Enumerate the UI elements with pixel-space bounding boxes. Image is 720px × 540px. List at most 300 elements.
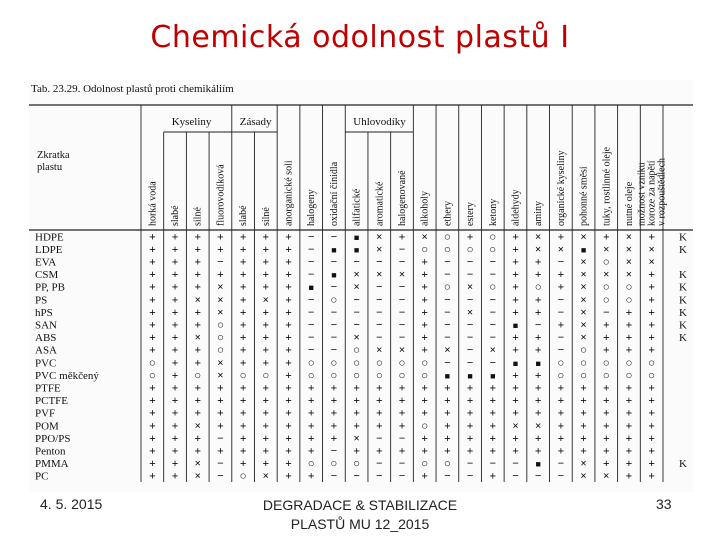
resistance-symbol: ○ [602, 256, 610, 269]
resistance-symbol: − [398, 281, 406, 294]
resistance-symbol: + [262, 420, 270, 433]
resistance-symbol: + [171, 256, 179, 269]
resistance-symbol: + [625, 332, 633, 345]
resistance-symbol: − [330, 306, 338, 319]
corrosion-mark: K [679, 243, 687, 256]
resistance-symbol: × [489, 344, 497, 357]
resistance-symbol: + [262, 269, 270, 282]
resistance-symbol: − [489, 332, 497, 345]
resistance-symbol: − [444, 306, 451, 319]
resistance-symbol: − [557, 470, 565, 483]
row-label: PVC měkčený [35, 369, 99, 382]
resistance-symbol: + [262, 458, 270, 471]
resistance-symbol: − [330, 231, 338, 244]
resistance-symbol: ■ [535, 358, 541, 369]
resistance-symbol: ○ [489, 231, 497, 244]
resistance-symbol: × [602, 269, 610, 282]
resistance-symbol: ○ [353, 357, 361, 370]
resistance-symbol: + [285, 306, 292, 319]
resistance-symbol: + [285, 357, 292, 370]
resistance-symbol: ■ [467, 370, 473, 381]
resistance-symbol: + [398, 420, 406, 433]
resistance-symbol: + [602, 332, 610, 345]
resistance-symbol: ○ [375, 357, 383, 370]
scanned-table-image [29, 80, 693, 492]
resistance-symbol: + [217, 407, 224, 420]
resistance-symbol: + [149, 407, 156, 420]
resistance-symbol: × [217, 306, 224, 319]
resistance-symbol: + [557, 281, 565, 294]
resistance-symbol: × [421, 231, 428, 244]
resistance-symbol: + [194, 231, 202, 244]
resistance-symbol: ○ [398, 369, 406, 382]
resistance-symbol: + [262, 319, 270, 332]
resistance-symbol: − [512, 470, 519, 483]
resistance-symbol: + [239, 319, 247, 332]
column-label: slabé [170, 205, 182, 226]
resistance-symbol: + [489, 395, 497, 408]
column-label: pohonné směsi [578, 166, 590, 226]
resistance-symbol: × [602, 243, 610, 256]
resistance-symbol: + [512, 294, 519, 307]
resistance-symbol: + [398, 407, 406, 420]
row-label: Penton [35, 445, 66, 458]
resistance-symbol: + [239, 395, 247, 408]
resistance-symbol: × [376, 231, 383, 244]
resistance-symbol: − [466, 357, 474, 370]
resistance-symbol: − [353, 294, 360, 307]
row-label: PCTFE [35, 395, 69, 408]
resistance-symbol: + [217, 382, 224, 395]
resistance-symbol: − [489, 357, 497, 370]
resistance-symbol: + [421, 332, 428, 345]
resistance-symbol: ■ [580, 244, 587, 255]
resistance-symbol: + [489, 407, 497, 420]
resistance-symbol: + [239, 382, 247, 395]
resistance-symbol: + [171, 306, 179, 319]
resistance-symbol: + [489, 382, 497, 395]
resistance-symbol: ■ [444, 370, 451, 381]
resistance-symbol: − [557, 458, 565, 471]
resistance-symbol: + [285, 420, 292, 433]
resistance-symbol: + [353, 382, 360, 395]
resistance-symbol: ○ [307, 357, 315, 370]
resistance-symbol: + [194, 382, 202, 395]
abbrev-header-line-1: plastu [37, 162, 63, 173]
resistance-symbol: − [307, 332, 315, 345]
resistance-symbol: + [557, 445, 565, 458]
resistance-symbol: + [262, 395, 270, 408]
resistance-symbol: ○ [648, 357, 656, 370]
resistance-symbol: + [285, 294, 292, 307]
resistance-symbol: + [194, 357, 202, 370]
row-label: PTFE [35, 382, 61, 395]
resistance-symbol: + [512, 382, 519, 395]
resistance-symbol: × [602, 470, 610, 483]
resistance-symbol: + [625, 407, 633, 420]
resistance-symbol: − [353, 470, 360, 483]
resistance-symbol: + [602, 231, 610, 244]
resistance-symbol: − [307, 231, 315, 244]
column-label: tuky, rostlinné oleje [601, 146, 613, 226]
row-label: PPO/PS [35, 432, 71, 445]
resistance-symbol: + [466, 407, 474, 420]
resistance-symbol: × [625, 269, 633, 282]
resistance-symbol: − [444, 357, 451, 370]
resistance-symbol: + [149, 281, 156, 294]
resistance-symbol: × [376, 243, 383, 256]
resistance-symbol: − [466, 458, 474, 471]
resistance-symbol: + [149, 432, 156, 445]
row-label: ASA [35, 344, 58, 357]
resistance-symbol: − [330, 281, 338, 294]
resistance-symbol: + [648, 332, 655, 345]
column-label: aldehydy [510, 189, 522, 226]
resistance-symbol: + [602, 458, 610, 471]
resistance-symbol: ○ [648, 369, 656, 382]
resistance-symbol: + [421, 382, 428, 395]
resistance-symbol: − [534, 470, 542, 483]
resistance-symbol: − [353, 306, 360, 319]
resistance-symbol: + [648, 269, 655, 282]
resistance-symbol: ■ [512, 358, 519, 369]
resistance-symbol: + [262, 357, 270, 370]
resistance-symbol: + [648, 470, 655, 483]
resistance-symbol: × [580, 458, 587, 471]
resistance-symbol: ○ [148, 357, 156, 370]
resistance-symbol: × [580, 256, 587, 269]
resistance-symbol: + [239, 231, 247, 244]
resistance-symbol: ○ [353, 344, 361, 357]
resistance-symbol: ○ [625, 294, 633, 307]
resistance-symbol: − [307, 243, 315, 256]
resistance-symbol: + [648, 432, 655, 445]
resistance-symbol: + [217, 395, 224, 408]
resistance-symbol: + [602, 445, 610, 458]
resistance-symbol: + [512, 369, 519, 382]
resistance-symbol: ○ [330, 357, 338, 370]
row-label: LDPE [35, 243, 63, 256]
resistance-symbol: + [648, 231, 655, 244]
resistance-symbol: + [285, 395, 292, 408]
resistance-symbol: + [466, 445, 474, 458]
row-label: POM [35, 420, 59, 433]
page-number: 33 [656, 496, 672, 512]
resistance-symbol: + [149, 306, 156, 319]
resistance-symbol: ■ [490, 370, 496, 381]
corrosion-mark: K [679, 306, 687, 319]
resistance-symbol: + [421, 269, 428, 282]
resistance-symbol: + [171, 332, 179, 345]
column-label: ketony [487, 198, 499, 226]
resistance-symbol: + [376, 382, 383, 395]
resistance-symbol: + [171, 243, 179, 256]
resistance-symbol: + [534, 432, 542, 445]
resistance-symbol: − [398, 294, 406, 307]
resistance-symbol: × [194, 470, 202, 483]
resistance-symbol: − [534, 319, 542, 332]
resistance-symbol: ○ [421, 357, 429, 370]
resistance-symbol: + [648, 458, 655, 471]
resistance-symbol: + [194, 432, 202, 445]
resistance-symbol: − [444, 256, 451, 269]
resistance-symbol: ○ [625, 281, 633, 294]
resistance-symbol: + [398, 382, 406, 395]
resistance-symbol: + [648, 344, 655, 357]
resistance-symbol: × [534, 420, 542, 433]
resistance-symbol: + [444, 407, 451, 420]
row-label: hPS [35, 306, 53, 319]
resistance-symbol: + [171, 420, 179, 433]
resistance-symbol: − [398, 243, 406, 256]
resistance-symbol: + [217, 269, 224, 282]
resistance-symbol: + [285, 458, 292, 471]
row-label: PC [35, 470, 49, 483]
resistance-symbol: − [557, 344, 565, 357]
resistance-symbol: + [285, 445, 292, 458]
resistance-symbol: ○ [353, 369, 361, 382]
resistance-symbol: + [239, 407, 247, 420]
resistance-symbol: + [285, 269, 292, 282]
resistance-symbol: + [239, 432, 247, 445]
column-label: alkoholy [419, 191, 431, 226]
corrosion-mark: K [679, 269, 687, 282]
resistance-symbol: + [217, 243, 224, 256]
resistance-symbol: + [512, 306, 519, 319]
resistance-symbol: ○ [534, 281, 542, 294]
resistance-symbol: + [421, 256, 428, 269]
resistance-symbol: + [557, 319, 565, 332]
resistance-symbol: + [444, 382, 451, 395]
resistance-symbol: ○ [580, 357, 588, 370]
resistance-symbol: + [466, 231, 474, 244]
resistance-symbol: ■ [308, 282, 314, 293]
resistance-symbol: − [466, 470, 474, 483]
resistance-symbol: + [171, 432, 179, 445]
corrosion-mark: K [679, 332, 687, 345]
resistance-symbol: ○ [353, 458, 361, 471]
slide-title: Chemická odolnost plastů I [150, 20, 570, 55]
resistance-symbol: − [466, 344, 474, 357]
resistance-symbol: + [444, 395, 451, 408]
resistance-symbol: ○ [557, 369, 565, 382]
resistance-symbol: × [466, 306, 474, 319]
resistance-symbol: + [534, 269, 542, 282]
resistance-symbol: ○ [330, 294, 338, 307]
column-label: silné [260, 207, 272, 226]
resistance-symbol: ○ [443, 458, 451, 471]
row-label: PP, PB [35, 281, 65, 294]
resistance-symbol: ○ [216, 319, 224, 332]
resistance-symbol: + [421, 407, 428, 420]
resistance-symbol: − [489, 294, 497, 307]
resistance-symbol: + [534, 256, 542, 269]
resistance-symbol: − [489, 256, 497, 269]
resistance-symbol: ○ [489, 281, 497, 294]
resistance-symbol: + [239, 243, 247, 256]
resistance-symbol: + [285, 407, 292, 420]
resistance-symbol: × [398, 344, 406, 357]
resistance-symbol: × [398, 269, 406, 282]
resistance-symbol: + [648, 306, 655, 319]
column-label: halogenované [397, 170, 408, 226]
resistance-symbol: × [217, 369, 224, 382]
resistance-symbol: + [421, 445, 428, 458]
resistance-symbol: + [625, 445, 633, 458]
corrosion-mark: K [679, 458, 687, 471]
resistance-symbol: + [421, 281, 428, 294]
resistance-symbol: + [648, 407, 655, 420]
resistance-symbol: + [194, 256, 202, 269]
resistance-symbol: + [466, 382, 474, 395]
resistance-symbol: + [307, 382, 315, 395]
resistance-symbol: ○ [580, 344, 588, 357]
resistance-symbol: − [330, 332, 338, 345]
resistance-symbol: + [466, 395, 474, 408]
resistance-symbol: + [376, 395, 383, 408]
resistance-symbol: − [307, 319, 315, 332]
resistance-symbol: + [285, 332, 292, 345]
resistance-symbol: + [285, 319, 292, 332]
resistance-symbol: + [262, 243, 270, 256]
column-label: fluorovodíková [215, 164, 227, 226]
resistance-symbol: + [171, 369, 179, 382]
resistance-symbol: + [648, 319, 655, 332]
resistance-symbol: + [444, 420, 451, 433]
resistance-symbol: + [534, 407, 542, 420]
resistance-symbol: + [602, 395, 610, 408]
resistance-symbol: + [194, 407, 202, 420]
resistance-symbol: + [580, 420, 587, 433]
resistance-symbol: + [512, 407, 519, 420]
resistance-symbol: ○ [466, 243, 474, 256]
resistance-symbol: − [466, 269, 474, 282]
resistance-symbol: × [580, 281, 587, 294]
resistance-symbol: + [376, 445, 383, 458]
resistance-symbol: − [398, 458, 406, 471]
resistance-symbol: + [625, 319, 633, 332]
footer-line-1: DEGRADACE & STABILIZACE [262, 497, 458, 513]
resistance-symbol: − [376, 332, 383, 345]
resistance-symbol: × [353, 332, 360, 345]
resistance-symbol: + [262, 445, 270, 458]
resistance-symbol: + [262, 344, 270, 357]
resistance-symbol: ○ [443, 281, 451, 294]
resistance-symbol: − [489, 269, 497, 282]
resistance-symbol: + [239, 294, 247, 307]
resistance-symbol: + [330, 395, 338, 408]
resistance-symbol: + [648, 382, 655, 395]
resistance-symbol: + [171, 281, 179, 294]
resistance-symbol: − [398, 319, 406, 332]
resistance-symbol: × [512, 420, 519, 433]
resistance-symbol: + [625, 432, 633, 445]
resistance-symbol: + [171, 458, 179, 471]
resistance-symbol: + [194, 243, 202, 256]
resistance-symbol: + [557, 407, 565, 420]
resistance-symbol: × [194, 332, 202, 345]
resistance-symbol: + [262, 332, 270, 345]
row-label: PVF [35, 407, 56, 420]
resistance-symbol: + [421, 470, 428, 483]
resistance-symbol: × [217, 281, 224, 294]
resistance-symbol: + [262, 306, 270, 319]
resistance-symbol: − [353, 319, 360, 332]
row-label: PVC [35, 357, 57, 370]
resistance-symbol: − [557, 256, 565, 269]
column-label: halogeny [306, 189, 318, 226]
resistance-symbol: + [625, 382, 633, 395]
resistance-symbol: − [376, 470, 383, 483]
resistance-symbol: + [171, 344, 179, 357]
resistance-symbol: × [444, 344, 451, 357]
group-label-0: Kyseliny [171, 116, 212, 128]
resistance-symbol: − [489, 458, 497, 471]
resistance-symbol: + [421, 294, 428, 307]
resistance-symbol: + [217, 445, 224, 458]
resistance-symbol: × [262, 294, 270, 307]
resistance-symbol: + [376, 407, 383, 420]
row-label: HDPE [35, 231, 64, 244]
resistance-symbol: − [466, 332, 474, 345]
resistance-symbol: + [285, 470, 292, 483]
resistance-symbol: + [512, 256, 519, 269]
resistance-symbol: + [512, 243, 519, 256]
row-label: PMMA [35, 458, 69, 471]
resistance-symbol: + [307, 395, 315, 408]
resistance-symbol: + [285, 369, 292, 382]
resistance-symbol: + [602, 344, 610, 357]
resistance-symbol: ○ [602, 281, 610, 294]
resistance-symbol: + [580, 407, 587, 420]
resistance-symbol: − [330, 319, 338, 332]
resistance-symbol: + [489, 470, 497, 483]
resistance-symbol: + [149, 231, 156, 244]
resistance-symbol: + [307, 470, 315, 483]
resistance-symbol: − [466, 256, 474, 269]
resistance-symbol: + [171, 319, 179, 332]
resistance-symbol: − [307, 256, 315, 269]
column-label: oxidační činidla [328, 161, 340, 226]
table-caption: Tab. 23.29. Odolnost plastů proti chemikáliím [31, 83, 234, 95]
resistance-symbol: + [194, 306, 202, 319]
resistance-symbol: ○ [307, 458, 315, 471]
resistance-symbol: + [557, 420, 565, 433]
resistance-symbol: − [307, 306, 315, 319]
resistance-symbol: − [489, 319, 497, 332]
resistance-symbol: + [444, 432, 451, 445]
resistance-symbol: + [534, 445, 542, 458]
resistance-symbol: − [466, 319, 474, 332]
column-label: alifatické [351, 188, 363, 226]
column-label: organické kyseliny [555, 150, 567, 226]
resistance-symbol: + [580, 445, 587, 458]
resistance-symbol: + [512, 281, 519, 294]
column-label: horká voda [147, 181, 159, 226]
resistance-symbol: − [217, 432, 224, 445]
resistance-symbol: − [557, 294, 565, 307]
resistance-symbol: − [602, 306, 610, 319]
resistance-symbol: × [194, 420, 202, 433]
column-label: koroze za napětí [646, 160, 658, 226]
resistance-symbol: + [239, 420, 247, 433]
resistance-symbol: × [353, 281, 360, 294]
column-label: nutné oleje [623, 181, 635, 226]
resistance-symbol: + [602, 319, 610, 332]
resistance-symbol: + [149, 332, 156, 345]
resistance-symbol: + [307, 432, 315, 445]
resistance-symbol: + [149, 319, 156, 332]
